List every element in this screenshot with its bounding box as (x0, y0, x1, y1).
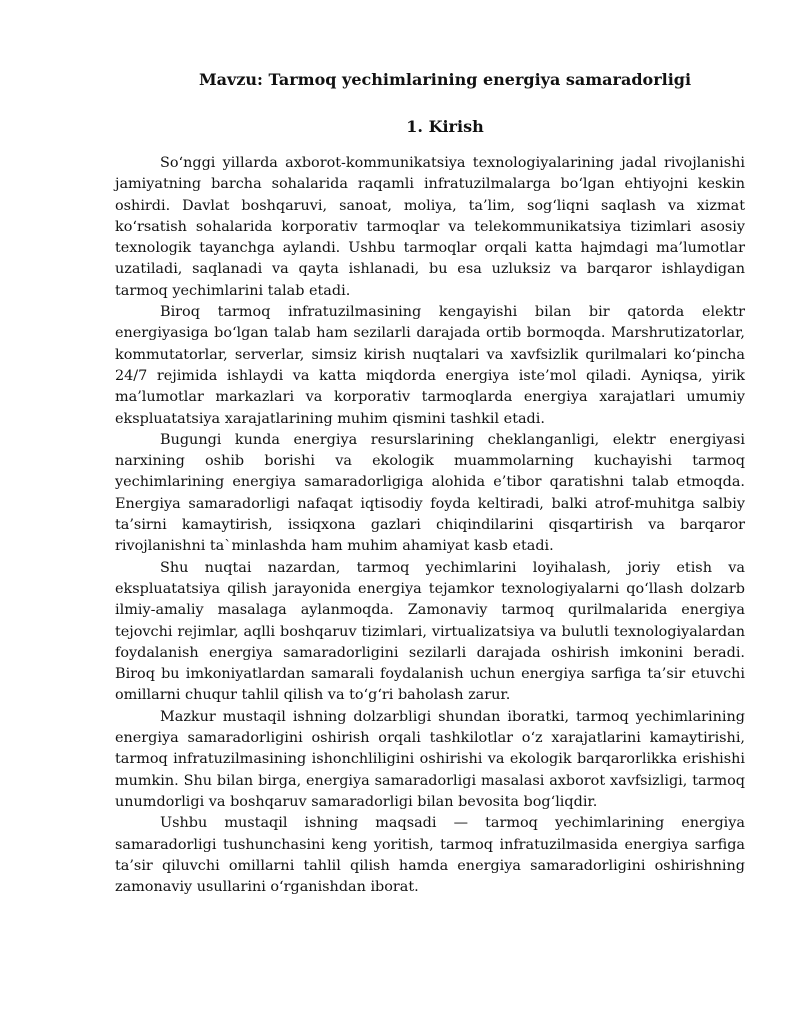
paragraph: Mazkur mustaqil ishning dolzarbligi shundan iboratki, tarmoq yechimlarining energiya samaradorligini oshirish orqali tashkilotlar o‘z xarajatlarini kamaytirishi, tarmoq infratuzilmasining ishonchliligini oshirishi va ekologik barqarorlikka erishishi mumkin. Shu bilan birga, energiya samaradorligi masalasi axborot xavfsizligi, tarmoq unumdorligi va boshqaruv samaradorligi bilan bevosita bog‘liqdir. (115, 708, 745, 810)
document-page (115, 70, 745, 898)
paragraph: Shu nuqtai nazardan, tarmoq yechimlarini loyihalash, joriy etish va ekspluatatsiya qilish jarayonida energiya tejamkor texnologiyalarni qo‘llash dolzarb ilmiy-amaliy masalaga aylanmoqda. Zamonaviy tarmoq qurilmalarida energiya tejovchi rejimlar, aqlli boshqaruv tizimlari, virtualizatsiya va bulutli texnologiyalardan foydalanish energiya samaradorligini sezilarli darajada oshirish imkonini beradi. Biroq bu imkoniyatlardan samarali foydalanish uchun energiya sarfiga ta’sir etuvchi omillarni chuqur tahlil qilish va to‘g‘ri baholash zarur. (115, 559, 745, 704)
document-title: Mavzu: Tarmoq yechimlarining energiya samaradorligi (198, 70, 692, 89)
paragraph: So‘nggi yillarda axborot-kommunikatsiya texnologiyalarining jadal rivojlanishi jamiyatning barcha sohalarida raqamli infratuzilmalarga bo‘lgan ehtiyojni keskin oshirdi. Davlat boshqaruvi, sanoat, moliya, ta’lim, sog‘liqni saqlash va xizmat ko‘rsatish sohalarida korporativ tarmoqlar va telekommunikatsiya tizimlari asosiy texnologik tayanchga aylandi. Ushbu tarmoqlar orqali katta hajmdagi ma’lumotlar uzatiladi, saqlanadi va qayta ishlanadi, bu esa uzluksiz va barqaror ishlaydigan tarmoq yechimlarini talab etadi. (115, 155, 745, 299)
paragraph: Biroq tarmoq infratuzilmasining kengayishi bilan bir qatorda elektr energiyasiga bo‘lgan talab ham sezilarli darajada ortib bormoqda. Marshrutizatorlar, kommutatorlar, serverlar, simsiz kirish nuqtalari va xavfsizlik qurilmalari ko‘pincha 24/7 rejimida ishlaydi va katta miqdorda energiya iste’mol qiladi. Ayniqsa, yirik ma’lumotlar markazlari va korporativ tarmoqlarda energiya xarajatlari umumiy ekspluatatsiya xarajatlarining muhim qismini tashkil etadi. (115, 304, 745, 427)
body-text (115, 153, 745, 898)
paragraph: Ushbu mustaqil ishning maqsadi — tarmoq yechimlarining energiya samaradorligi tushunchasini keng yoritish, tarmoq infratuzilmasida energiya sarfiga ta’sir qiluvchi omillarni tahlil qilish hamda energiya samaradorligini oshirishning zamonaviy usullarini o‘rganishdan iborat. (115, 815, 745, 896)
paragraph: Bugungi kunda energiya resurslarining cheklanganligi, elektr energiyasi narxining oshib borishi va ekologik muammolarning kuchayishi tarmoq yechimlarining energiya samaradorligiga alohida e’tibor qaratishni talab etmoqda. Energiya samaradorligi nafaqat iqtisodiy foyda keltiradi, balki atrof-muhitga salbiy ta’sirni kamaytirish, issiqxona gazlari chiqindilarini qisqartirish va barqaror rivojlanishni ta`minlashda ham muhim ahamiyat kasb etadi. (115, 431, 745, 555)
section-heading: 1. Kirish (406, 117, 484, 136)
